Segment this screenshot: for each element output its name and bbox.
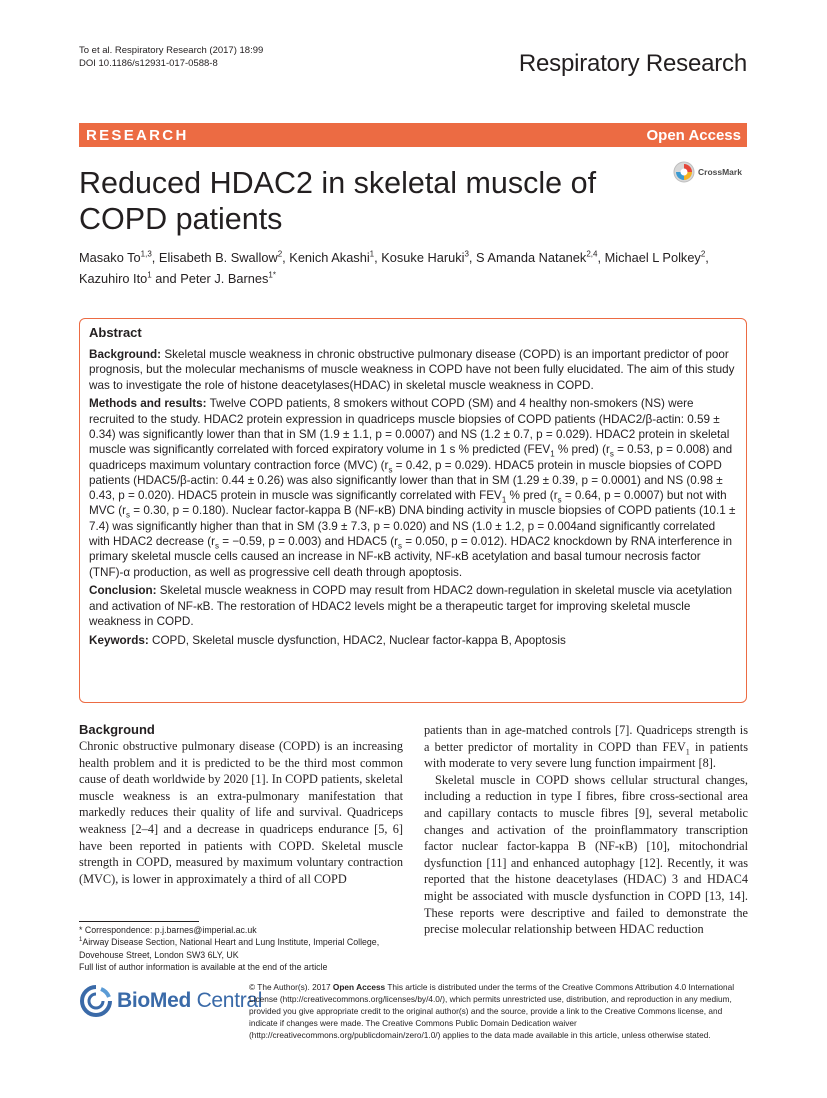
author: Kazuhiro Ito$^1$ and — [79, 270, 181, 286]
body-paragraph: Skeletal muscle in COPD shows cellular structural changes, including a reduction in type I fibres, fibre cross-sectional area and capillary contacts to muscle fibres [9], several metabolic changes and activation of the proinflammatory transcription factor nuclear factor-kappa B (NF-κB) [10], mitochondrial dysfunction [11] and enhanced autophagy [12]. Recently, it was reported that the histone deacetylases (HDAC) 3 and HDAC4 might be associated with muscle dysfunction in COPD [13, 14]. These reports were descriptive and failed to demonstrate the precise molecular relationship between HDAC reduction — [424, 772, 748, 937]
section-label: RESEARCH — [86, 126, 189, 144]
correspondence-note: * Correspondence: p.j.barnes@imperial.ac.uk — [79, 925, 257, 935]
abstract-background: Background: Skeletal muscle weakness in chronic obstructive pulmonary disease (COPD) is an important predictor of poor prognosis, but the molecular mechanisms of muscle weakness in COPD have not been fully elucidated. The aim of this study was to investigate the role of histone deacetylases(HDAC) in skeletal muscle weakness in COPD. — [89, 348, 735, 392]
license-text: © The Author(s). 2017 Open Access This article is distributed under the terms of the Creative Commons Attribution 4.0 International License (http://creativecommons.org/licenses/by/4.0/), which permits unrestricted use, distribution, and reproduction in any medium, provided you give appropriate credit to the original author(s) and the source, provide a link to the Creative Commons license, and indicate if changes were made. The Creative Commons Public Domain Dedication waiver (http://creativecommons.org/publicdomain/zero/1.0/) applies to the data made available in this article, unless otherwise stated. — [249, 982, 735, 1040]
author: Masako To$^{1,3}$, — [79, 249, 159, 265]
journal-name: Respiratory Research — [518, 50, 747, 77]
footnotes — [79, 924, 409, 973]
abstract-methods: Methods and results: Twelve COPD patients, 8 smokers without COPD (SM) and 4 healthy non-smokers (NS) were recruited to the study. HDAC2 protein expression in quadriceps muscle biopsies of COPD patients (HDAC2/β-actin: 0.59 ± 0.34) was significantly lower than that in SM (1.9 ± 1.1, p = 0.0007) and NS (1.2 ± 0.7, p = 0.029). HDAC2 protein in skeletal muscle was significantly correlated with forced expiratory volume in 1 s % predicted ($FEV_1$ % pred) ($r_s = 0.53$, p = 0.008) and quadriceps maximum voluntary contraction force (MVC) ($r_s = 0.42$, p = 0.029). HDAC5 protein in muscle biopsies of COPD patients (HDAC5/β-actin: 0.44 ± 0.26) was also significantly lower than that in SM (1.29 ± 0.39, p = 0.0001) and NS (0.98 ± 0.43, p = 0.020). HDAC5 protein in muscle was significantly correlated with $FEV_1$ % pred ($r_s = 0.64$, p = 0.0007) but not with MVC ($r_s = 0.30$, p = 0.180). Nuclear factor-kappa B (NF-κB) DNA binding activity in muscle biopsies of COPD patients (10.1 ± 7.4) was significantly higher than that in SM (3.9 ± 7.3, p = 0.020) and NS (1.0 ± 1.2, p = 0.004and significantly correlated with HDAC2 decrease ($r_s = -0.59$, p = 0.003) and HDAC5 ($r_s = 0.050$, p = 0.012). HDAC2 knockdown by RNA interference in primary skeletal muscle cells caused an increase in NF-κB activity, NF-κB acetylation and basal tumour necrosis factor (TNF)-α production, as well as progressive cell death through apoptosis. — [89, 397, 736, 579]
body-column-right — [424, 722, 748, 938]
biomed-central-logo — [79, 984, 262, 1018]
section-banner — [79, 123, 747, 147]
body-paragraph: patients than in age-matched controls [7]. Quadriceps strength is a better predictor of mortality in COPD than $FEV_1$ in patients with moderate to very severe lung function impairment [8]. — [424, 723, 748, 771]
abstract-heading: Abstract — [89, 325, 142, 340]
author: Peter J. Barnes$^{1*}$ — [180, 270, 276, 286]
biomed-central-icon — [79, 984, 113, 1018]
author: S Amanda Natanek$^{2,4}$, — [476, 249, 605, 265]
crossmark-icon — [673, 161, 695, 183]
abstract-conclusion: Conclusion: Skeletal muscle weakness in COPD may result from HDAC2 down-regulation in skeletal muscle via acetylation and activation of NF-κB. The restoration of HDAC2 levels might be a therapeutic target for improving skeletal muscle weakness in COPD. — [89, 584, 733, 629]
publisher-name: BioMed Central — [117, 989, 263, 1012]
author: Michael L Polkey$^2$, — [604, 249, 709, 265]
crossmark-label: CrossMark — [698, 167, 742, 177]
article-title: Reduced HDAC2 in skeletal muscle of COPD patients — [79, 166, 597, 236]
body-column-left — [79, 722, 403, 887]
open-access-label: Open Access — [646, 126, 741, 144]
doi-line: DOI 10.1186/s12931-017-0588-8 — [79, 58, 218, 69]
crossmark-badge[interactable] — [673, 161, 742, 183]
author-list — [79, 247, 749, 289]
section-heading: Background — [79, 722, 155, 737]
abstract-keywords: Keywords: COPD, Skeletal muscle dysfunction, HDAC2, Nuclear factor-kappa B, Apoptosis — [89, 633, 566, 647]
abstract-box — [79, 318, 747, 703]
author: Elisabeth B. Swallow$^2$, — [158, 249, 290, 265]
author-info-note: Full list of author information is available at the end of the article — [79, 961, 328, 972]
citation-line: To et al. Respiratory Research (2017) 18:99 — [79, 45, 264, 56]
author: Kosuke Haruki$^3$, — [381, 249, 477, 265]
author: Kenich Akashi$^1$, — [289, 249, 382, 265]
footnote-divider — [79, 921, 199, 922]
affiliation-note: $^1$Airway Disease Section, National Heart and Lung Institute, Imperial College, Dovehouse Street, London SW3 6LY, UK — [79, 937, 380, 960]
body-paragraph: Chronic obstructive pulmonary disease (COPD) is an increasing health problem and it is predicted to be the third most common cause of death worldwide by 2020 [1]. In COPD patients, skeletal muscle weakness is an extra-pulmonary manifestation that markedly reduces their quality of life and survival. Quadriceps weakness [2–4] and a decrease in quadriceps endurance [5, 6] have been reported in patients with COPD. Skeletal muscle strength in COPD, measured by maximum voluntary contraction (MVC), is lower in approximately a third of all COPD — [79, 739, 403, 886]
citation-header — [79, 44, 263, 70]
